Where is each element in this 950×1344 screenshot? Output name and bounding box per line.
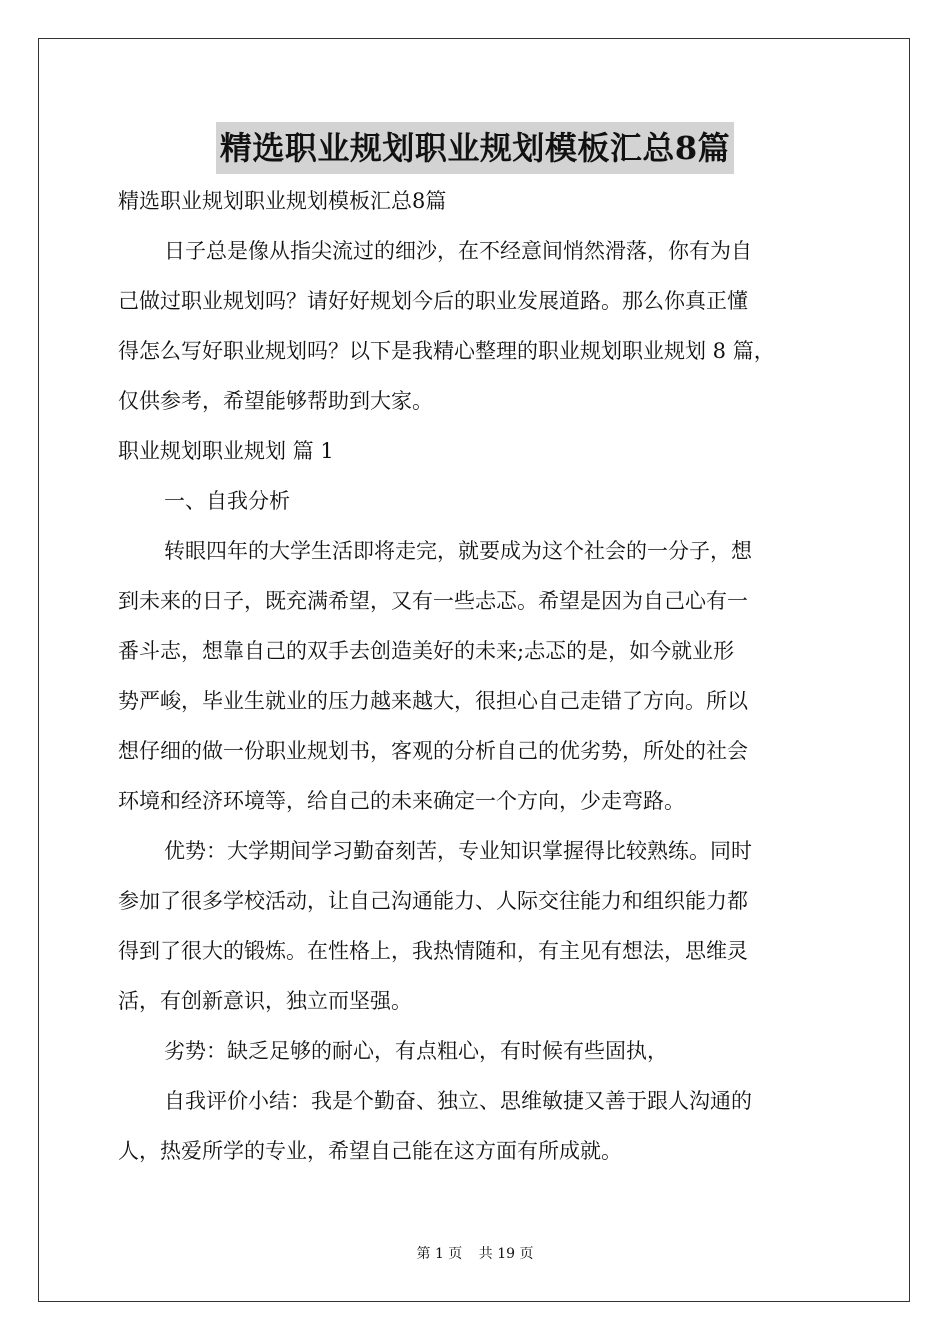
paragraph-line: 转眼四年的大学生活即将走完，就要成为这个社会的一分子，想: [164, 539, 752, 563]
paragraph-line: 仅供参考，希望能够帮助到大家。: [118, 389, 433, 413]
paragraph-line: 参加了很多学校活动，让自己沟通能力、人际交往能力和组织能力都: [118, 889, 748, 913]
paragraph-line: 己做过职业规划吗？请好好规划今后的职业发展道路。那么你真正懂: [118, 289, 748, 313]
sub-heading: 一、自我分析: [164, 489, 290, 513]
paragraph-line: 势严峻，毕业生就业的压力越来越大，很担心自己走错了方向。所以: [118, 689, 748, 713]
paragraph-line: 人，热爱所学的专业，希望自己能在这方面有所成就。: [118, 1139, 622, 1163]
page-total: 共 19 页: [478, 1246, 534, 1262]
self-evaluation-paragraph: [118, 1076, 836, 1176]
intro-paragraph: [118, 226, 836, 426]
paragraph-line: 日子总是像从指尖流过的细沙，在不经意间悄然滑落，你有为自: [164, 239, 752, 263]
document-subtitle: 精选职业规划职业规划模板汇总8篇: [118, 189, 447, 213]
paragraph-line: 得到了很大的锻炼。在性格上，我热情随和，有主见有想法，思维灵: [118, 939, 748, 963]
paragraph-line: 优势：大学期间学习勤奋刻苦，专业知识掌握得比较熟练。同时: [164, 839, 752, 863]
paragraph-line: 番斗志，想靠自己的双手去创造美好的未来;忐忑的是，如今就业形: [118, 639, 735, 663]
paragraph-line: 劣势：缺乏足够的耐心，有点粗心，有时候有些固执，: [164, 1039, 668, 1063]
page-number: 第 1 页: [416, 1246, 463, 1262]
section-heading: 职业规划职业规划 篇 1: [118, 439, 334, 463]
paragraph-line: 环境和经济环境等，给自己的未来确定一个方向，少走弯路。: [118, 789, 685, 813]
document-body: [118, 176, 836, 1176]
paragraph-line: 想仔细的做一份职业规划书，客观的分析自己的优劣势，所处的社会: [118, 739, 748, 763]
paragraph-line: 自我评价小结：我是个勤奋、独立、思维敏捷又善于跟人沟通的: [164, 1089, 752, 1113]
paragraph-line: 活，有创新意识，独立而坚强。: [118, 989, 412, 1013]
page-footer: [0, 1244, 950, 1264]
document-title: 精选职业规划职业规划模板汇总8篇: [216, 122, 734, 174]
self-analysis-paragraph: [118, 526, 836, 826]
title-container: [0, 122, 950, 174]
paragraph-line: 得怎么写好职业规划吗？以下是我精心整理的职业规划职业规划 8 篇，: [118, 339, 775, 363]
strengths-paragraph: [118, 826, 836, 1026]
paragraph-line: 到未来的日子，既充满希望，又有一些忐忑。希望是因为自己心有一: [118, 589, 748, 613]
weaknesses-paragraph: [118, 1026, 836, 1076]
